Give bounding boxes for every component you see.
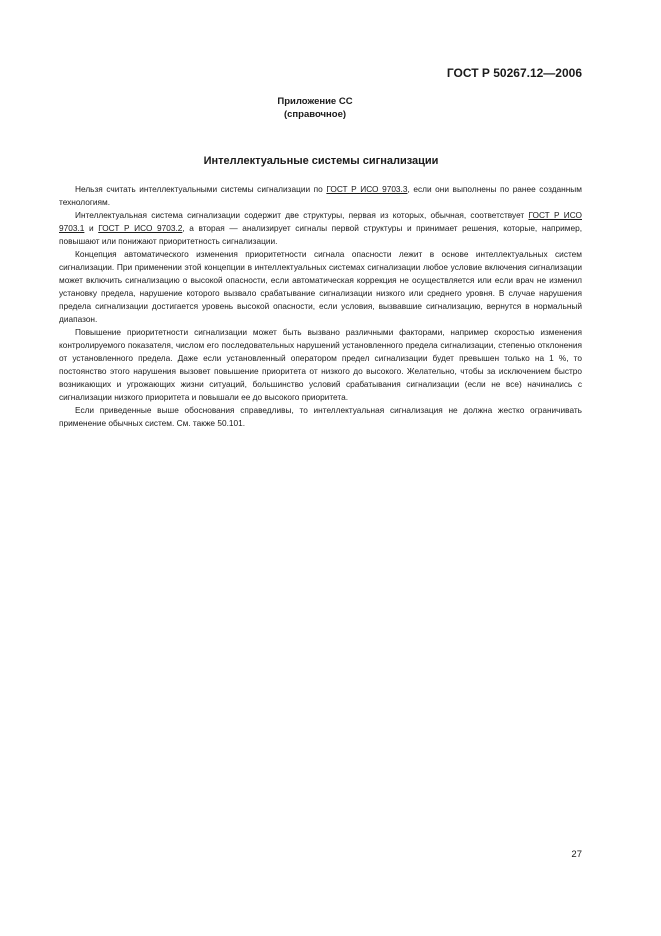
paragraph-text: , а вторая — анализирует сигналы первой структуры и принимает решения, которые, например, повышают или понижают приоритетность сигнализации. [59, 223, 583, 246]
page-number: 27 [571, 849, 582, 860]
standard-link-iso-9703-2[interactable]: ГОСТ Р ИСО 9703.2 [98, 223, 183, 233]
annex-subtitle: (справочное) [283, 109, 347, 120]
paragraph-4: Повышение приоритетности сигнализации может быть вызвано различными факторами, например скоростью изменения контролируемого показателя, числом его последовательных нарушений установленного предела сигнализации, степенью отклонения от установленного предела. Даже если установленный оператором предел сигнализации будет превышен только на 1 %, то постоянство этого нарушения вызовет повышение приоритета от низкого до высокого. Желательно, чтобы за исключением быстро возникающих и угрожающих жизни ситуаций, большинство условий срабатывания сигнализации (если не все) начинались с сигнализации низкого приоритета и повышали ее до высокого приоритета. [59, 327, 582, 402]
document-body [59, 183, 582, 430]
paragraph-5: Если приведенные выше обоснования справедливы, то интеллектуальная сигнализация не должна жестко ограничивать применение обычных систем. См. также 50.101. [59, 405, 582, 428]
standard-link-iso-9703-3[interactable]: ГОСТ Р ИСО 9703.3 [326, 184, 408, 194]
document-code: ГОСТ Р 50267.12—2006 [446, 66, 582, 80]
section-title: Интеллектуальные системы сигнализации [203, 155, 439, 167]
paragraph-1 [59, 183, 582, 209]
standard-link-iso-9703-1[interactable]: ГОСТ Р ИСО 9703.1 [59, 210, 582, 233]
paragraph-text: и [84, 223, 99, 233]
paragraph-text: Нельзя считать интеллектуальными системы сигнализации по [75, 184, 327, 194]
annex-title: Приложение СС [277, 96, 353, 107]
paragraph-text: Интеллектуальная система сигнализации содержит две структуры, первая из которых, обычная, соответствует [75, 210, 529, 220]
paragraph-text: , если они выполнены по ранее созданным технологиям. [59, 184, 582, 207]
annex-heading [230, 95, 400, 121]
paragraph-3: Концепция автоматического изменения приоритетности сигнала опасности лежит в основе интеллектуальных систем сигнализации. При применении этой концепции в интеллектуальных системах сигнализации любое условие включения сигнализации может включить сигнализацию о высокой опасности, если автоматическая коррекция не осуществляется или если врач не изменил установку предела, нарушение которого вызвало срабатывание сигнализации низкого или среднего уровня. В случае нарушения предела сигнализации достигается уровень высокой опасности, если условия, вызвавшие сигнализацию, вернутся в нормальный диапазон. [59, 249, 582, 324]
paragraph-2 [59, 209, 582, 248]
